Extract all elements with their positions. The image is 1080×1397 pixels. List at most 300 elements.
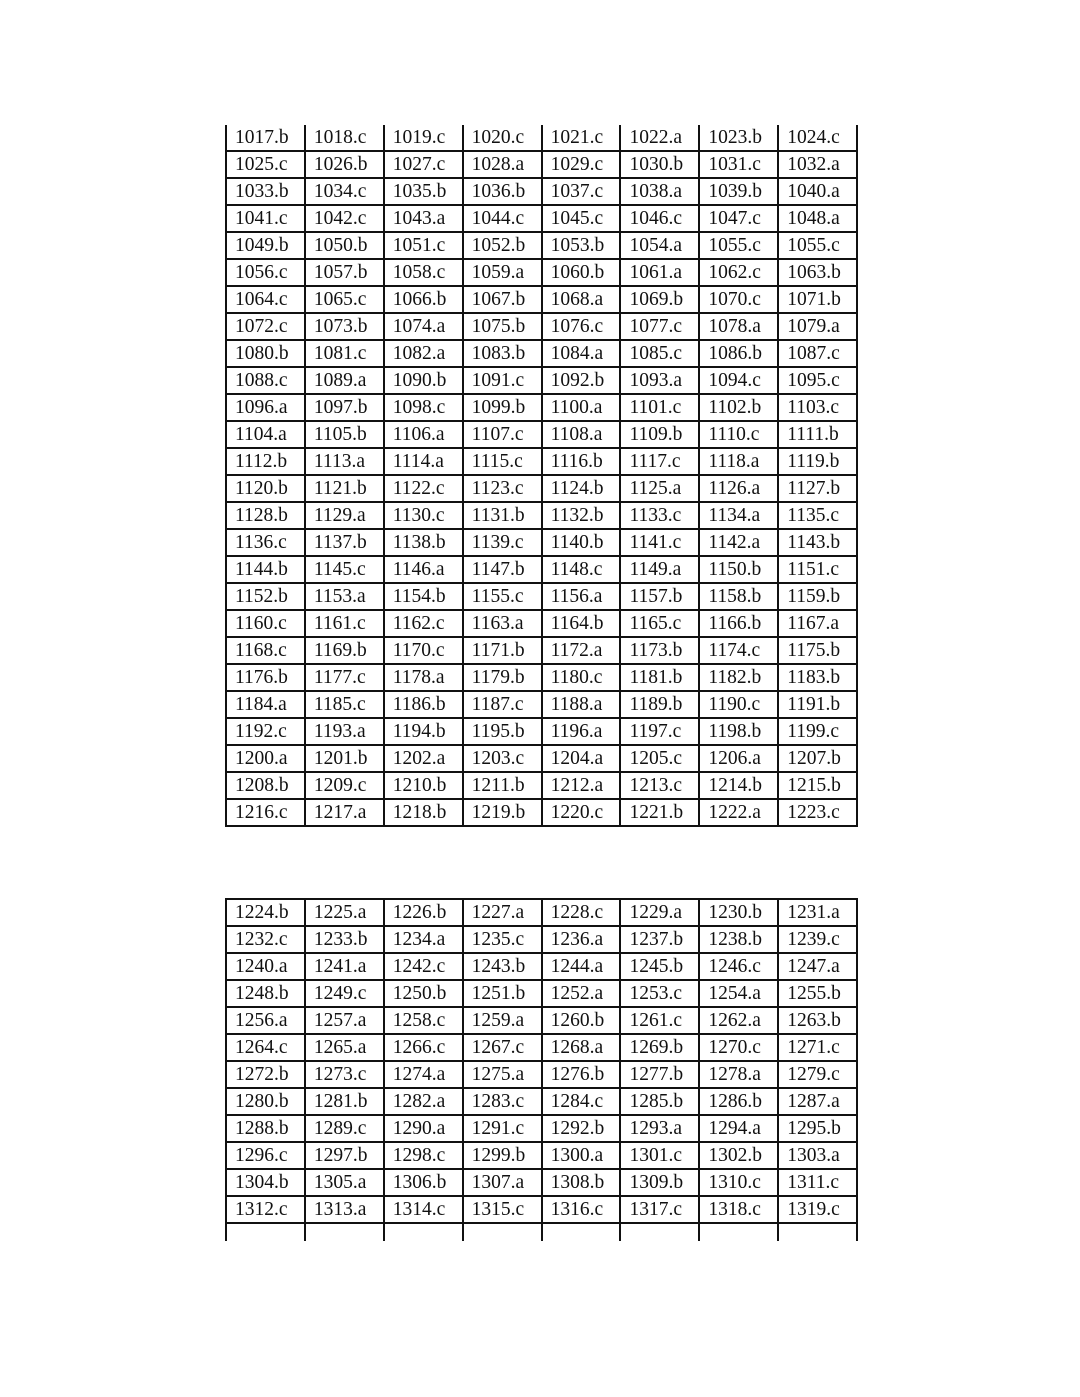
answer-cell: 1312.c: [226, 1196, 305, 1223]
answer-cell: 1166.b: [699, 610, 778, 637]
answer-cell: 1284.c: [542, 1088, 621, 1115]
table-row: [226, 475, 857, 502]
table-row: [226, 745, 857, 772]
answer-cell: 1274.a: [384, 1061, 463, 1088]
answer-cell: 1121.b: [305, 475, 384, 502]
answer-cell: 1136.c: [226, 529, 305, 556]
answer-cell: 1096.a: [226, 394, 305, 421]
answer-cell: 1084.a: [542, 340, 621, 367]
answer-cell: 1072.c: [226, 313, 305, 340]
answer-cell: 1071.b: [778, 286, 857, 313]
answer-cell: 1188.a: [542, 691, 621, 718]
answer-cell: 1054.a: [620, 232, 699, 259]
answer-cell: 1295.b: [778, 1115, 857, 1142]
table-row: [226, 610, 857, 637]
table-row: [226, 664, 857, 691]
answer-cell: 1177.c: [305, 664, 384, 691]
answer-cell: 1264.c: [226, 1034, 305, 1061]
answer-cell: 1087.c: [778, 340, 857, 367]
answer-cell: 1088.c: [226, 367, 305, 394]
answer-cell: 1250.b: [384, 980, 463, 1007]
answer-cell: 1273.c: [305, 1061, 384, 1088]
answer-cell: 1227.a: [463, 899, 542, 926]
answer-cell: 1287.a: [778, 1088, 857, 1115]
answer-cell: 1095.c: [778, 367, 857, 394]
answer-cell: 1038.a: [620, 178, 699, 205]
answer-cell: 1277.b: [620, 1061, 699, 1088]
answer-cell: 1117.c: [620, 448, 699, 475]
answer-cell: 1207.b: [778, 745, 857, 772]
answer-cell: 1285.b: [620, 1088, 699, 1115]
table-row: [226, 367, 857, 394]
answer-cell: 1138.b: [384, 529, 463, 556]
answer-cell: 1174.c: [699, 637, 778, 664]
answer-cell: 1044.c: [463, 205, 542, 232]
answer-cell: 1205.c: [620, 745, 699, 772]
answer-cell: 1161.c: [305, 610, 384, 637]
table-row: [226, 1196, 857, 1223]
answer-cell: 1199.c: [778, 718, 857, 745]
answer-cell: 1302.b: [699, 1142, 778, 1169]
answer-cell: 1167.a: [778, 610, 857, 637]
answer-cell: 1254.a: [699, 980, 778, 1007]
answer-cell: 1248.b: [226, 980, 305, 1007]
answer-cell: 1101.c: [620, 394, 699, 421]
answer-cell: 1099.b: [463, 394, 542, 421]
answer-cell: 1228.c: [542, 899, 621, 926]
answer-cell: 1160.c: [226, 610, 305, 637]
answer-cell: 1313.a: [305, 1196, 384, 1223]
answer-cell: 1132.b: [542, 502, 621, 529]
answer-cell: 1128.b: [226, 502, 305, 529]
answer-cell: 1300.a: [542, 1142, 621, 1169]
answer-cell: 1142.a: [699, 529, 778, 556]
answer-cell: 1262.a: [699, 1007, 778, 1034]
answer-cell: 1317.c: [620, 1196, 699, 1223]
table-row: [226, 421, 857, 448]
answer-cell: 1023.b: [699, 125, 778, 151]
answer-cell: 1268.a: [542, 1034, 621, 1061]
answer-cell: 1030.b: [620, 151, 699, 178]
answer-cell: 1243.b: [463, 953, 542, 980]
table-row: [226, 1034, 857, 1061]
answer-cell: 1290.a: [384, 1115, 463, 1142]
answer-cell: 1196.a: [542, 718, 621, 745]
answer-cell: 1091.c: [463, 367, 542, 394]
answer-cell: 1104.a: [226, 421, 305, 448]
answer-cell: 1032.a: [778, 151, 857, 178]
answer-cell: 1019.c: [384, 125, 463, 151]
answer-cell: 1257.a: [305, 1007, 384, 1034]
answer-cell: 1035.b: [384, 178, 463, 205]
answer-cell: 1041.c: [226, 205, 305, 232]
answer-cell: 1276.b: [542, 1061, 621, 1088]
answer-cell: 1237.b: [620, 926, 699, 953]
answer-cell: 1040.a: [778, 178, 857, 205]
answer-cell: 1064.c: [226, 286, 305, 313]
table-row: [226, 772, 857, 799]
answer-cell: 1049.b: [226, 232, 305, 259]
answer-cell: 1090.b: [384, 367, 463, 394]
answer-cell: 1162.c: [384, 610, 463, 637]
answer-cell: 1106.a: [384, 421, 463, 448]
answer-cell: 1251.b: [463, 980, 542, 1007]
answer-cell: [778, 1223, 857, 1241]
answer-cell: 1093.a: [620, 367, 699, 394]
answer-cell: 1135.c: [778, 502, 857, 529]
answer-cell: [305, 1223, 384, 1241]
table-row: [226, 1061, 857, 1088]
answer-cell: 1220.c: [542, 799, 621, 826]
answer-cell: 1184.a: [226, 691, 305, 718]
answer-cell: 1037.c: [542, 178, 621, 205]
answer-cell: 1066.b: [384, 286, 463, 313]
answer-cell: [620, 1223, 699, 1241]
answer-cell: 1046.c: [620, 205, 699, 232]
answer-cell: 1221.b: [620, 799, 699, 826]
answer-cell: 1158.b: [699, 583, 778, 610]
answer-cell: 1148.c: [542, 556, 621, 583]
answer-cell: 1063.b: [778, 259, 857, 286]
answer-cell: 1299.b: [463, 1142, 542, 1169]
answer-cell: 1025.c: [226, 151, 305, 178]
answer-cell: 1022.a: [620, 125, 699, 151]
answer-cell: 1146.a: [384, 556, 463, 583]
answer-cell: 1293.a: [620, 1115, 699, 1142]
answer-cell: 1143.b: [778, 529, 857, 556]
answer-cell: 1051.c: [384, 232, 463, 259]
answer-cell: 1061.a: [620, 259, 699, 286]
answer-cell: 1194.b: [384, 718, 463, 745]
table-row: [226, 529, 857, 556]
answer-cell: 1113.a: [305, 448, 384, 475]
answer-cell: 1238.b: [699, 926, 778, 953]
answer-cell: 1198.b: [699, 718, 778, 745]
answer-cell: 1283.c: [463, 1088, 542, 1115]
answer-cell: 1122.c: [384, 475, 463, 502]
answer-cell: 1294.a: [699, 1115, 778, 1142]
answer-cell: 1201.b: [305, 745, 384, 772]
answer-cell: 1210.b: [384, 772, 463, 799]
answer-cell: 1192.c: [226, 718, 305, 745]
answer-cell: 1171.b: [463, 637, 542, 664]
answer-cell: 1189.b: [620, 691, 699, 718]
answer-cell: 1056.c: [226, 259, 305, 286]
answer-cell: 1288.b: [226, 1115, 305, 1142]
answer-cell: 1163.a: [463, 610, 542, 637]
answer-cell: 1029.c: [542, 151, 621, 178]
table-row: [226, 718, 857, 745]
answer-cell: 1311.c: [778, 1169, 857, 1196]
answer-cell: 1144.b: [226, 556, 305, 583]
answer-cell: 1147.b: [463, 556, 542, 583]
answer-cell: 1036.b: [463, 178, 542, 205]
answer-cell: 1169.b: [305, 637, 384, 664]
answer-cell: 1155.c: [463, 583, 542, 610]
answer-cell: 1017.b: [226, 125, 305, 151]
answer-cell: 1097.b: [305, 394, 384, 421]
answer-cell: 1092.b: [542, 367, 621, 394]
answer-cell: 1214.b: [699, 772, 778, 799]
answer-cell: 1213.c: [620, 772, 699, 799]
answer-cell: 1301.c: [620, 1142, 699, 1169]
answer-cell: 1231.a: [778, 899, 857, 926]
answer-cell: [542, 1223, 621, 1241]
table-1-body: [226, 125, 857, 826]
answer-cell: 1309.b: [620, 1169, 699, 1196]
answer-cell: 1275.a: [463, 1061, 542, 1088]
answer-cell: 1083.b: [463, 340, 542, 367]
answer-cell: 1187.c: [463, 691, 542, 718]
answer-cell: 1098.c: [384, 394, 463, 421]
table-2-body: [226, 899, 857, 1241]
answer-cell: 1053.b: [542, 232, 621, 259]
answer-cell: 1239.c: [778, 926, 857, 953]
answer-cell: 1175.b: [778, 637, 857, 664]
answer-cell: 1125.a: [620, 475, 699, 502]
answer-cell: 1303.a: [778, 1142, 857, 1169]
answer-cell: 1244.a: [542, 953, 621, 980]
table-row: [226, 1142, 857, 1169]
answer-cell: 1291.c: [463, 1115, 542, 1142]
table-row: [226, 637, 857, 664]
table-row: [226, 232, 857, 259]
table-row: [226, 1169, 857, 1196]
answer-cell: 1234.a: [384, 926, 463, 953]
answer-cell: 1215.b: [778, 772, 857, 799]
answer-cell: 1225.a: [305, 899, 384, 926]
answer-cell: 1319.c: [778, 1196, 857, 1223]
answer-cell: 1200.a: [226, 745, 305, 772]
answer-cell: 1224.b: [226, 899, 305, 926]
answer-cell: 1246.c: [699, 953, 778, 980]
answer-cell: 1212.a: [542, 772, 621, 799]
answer-cell: 1027.c: [384, 151, 463, 178]
answer-cell: 1124.b: [542, 475, 621, 502]
answer-cell: 1062.c: [699, 259, 778, 286]
answer-cell: 1181.b: [620, 664, 699, 691]
answer-cell: 1236.a: [542, 926, 621, 953]
table-row: [226, 899, 857, 926]
answer-cell: 1197.c: [620, 718, 699, 745]
answer-cell: 1298.c: [384, 1142, 463, 1169]
answer-cell: 1068.a: [542, 286, 621, 313]
answer-cell: 1031.c: [699, 151, 778, 178]
answer-cell: 1123.c: [463, 475, 542, 502]
answer-cell: 1111.b: [778, 421, 857, 448]
table-row: [226, 691, 857, 718]
answer-cell: 1223.c: [778, 799, 857, 826]
answer-cell: 1261.c: [620, 1007, 699, 1034]
answer-cell: 1151.c: [778, 556, 857, 583]
answer-cell: 1118.a: [699, 448, 778, 475]
answer-cell: 1114.a: [384, 448, 463, 475]
answer-cell: [699, 1223, 778, 1241]
answer-cell: 1086.b: [699, 340, 778, 367]
answer-cell: 1204.a: [542, 745, 621, 772]
answer-cell: 1172.a: [542, 637, 621, 664]
answer-cell: 1103.c: [778, 394, 857, 421]
answer-cell: 1048.a: [778, 205, 857, 232]
answer-cell: 1292.b: [542, 1115, 621, 1142]
answer-cell: 1050.b: [305, 232, 384, 259]
answer-cell: 1080.b: [226, 340, 305, 367]
answer-cell: 1089.a: [305, 367, 384, 394]
answer-cell: 1308.b: [542, 1169, 621, 1196]
answer-cell: 1310.c: [699, 1169, 778, 1196]
answer-cell: 1075.b: [463, 313, 542, 340]
answer-cell: 1186.b: [384, 691, 463, 718]
answer-cell: 1153.a: [305, 583, 384, 610]
answer-cell: 1190.c: [699, 691, 778, 718]
answer-cell: 1179.b: [463, 664, 542, 691]
answer-cell: 1033.b: [226, 178, 305, 205]
answer-cell: 1105.b: [305, 421, 384, 448]
answer-cell: 1145.c: [305, 556, 384, 583]
answer-cell: 1267.c: [463, 1034, 542, 1061]
answer-cell: 1076.c: [542, 313, 621, 340]
table-row: [226, 178, 857, 205]
answer-cell: 1178.a: [384, 664, 463, 691]
answer-cell: 1126.a: [699, 475, 778, 502]
answer-cell: 1045.c: [542, 205, 621, 232]
answer-cell: 1216.c: [226, 799, 305, 826]
answer-cell: 1115.c: [463, 448, 542, 475]
table-row: [226, 799, 857, 826]
answer-cell: 1057.b: [305, 259, 384, 286]
answer-cell: 1202.a: [384, 745, 463, 772]
answer-cell: 1112.b: [226, 448, 305, 475]
answer-cell: 1170.c: [384, 637, 463, 664]
answer-cell: 1018.c: [305, 125, 384, 151]
answer-cell: 1102.b: [699, 394, 778, 421]
answer-cell: 1065.c: [305, 286, 384, 313]
answer-cell: 1108.a: [542, 421, 621, 448]
answer-cell: 1255.b: [778, 980, 857, 1007]
answer-cell: 1270.c: [699, 1034, 778, 1061]
answer-key-table-1: [225, 125, 858, 827]
answer-cell: 1059.a: [463, 259, 542, 286]
answer-cell: 1085.c: [620, 340, 699, 367]
answer-cell: 1039.b: [699, 178, 778, 205]
answer-cell: 1281.b: [305, 1088, 384, 1115]
answer-cell: 1235.c: [463, 926, 542, 953]
answer-cell: 1119.b: [778, 448, 857, 475]
answer-cell: 1052.b: [463, 232, 542, 259]
answer-cell: 1078.a: [699, 313, 778, 340]
answer-cell: 1211.b: [463, 772, 542, 799]
answer-cell: 1219.b: [463, 799, 542, 826]
table-row: [226, 151, 857, 178]
answer-cell: 1278.a: [699, 1061, 778, 1088]
answer-cell: 1233.b: [305, 926, 384, 953]
answer-cell: 1183.b: [778, 664, 857, 691]
answer-cell: 1127.b: [778, 475, 857, 502]
answer-cell: 1241.a: [305, 953, 384, 980]
answer-cell: 1297.b: [305, 1142, 384, 1169]
answer-cell: 1296.c: [226, 1142, 305, 1169]
answer-cell: 1286.b: [699, 1088, 778, 1115]
answer-cell: 1208.b: [226, 772, 305, 799]
answer-cell: 1133.c: [620, 502, 699, 529]
answer-cell: 1240.a: [226, 953, 305, 980]
answer-cell: 1191.b: [778, 691, 857, 718]
answer-cell: 1150.b: [699, 556, 778, 583]
answer-cell: 1139.c: [463, 529, 542, 556]
answer-cell: 1042.c: [305, 205, 384, 232]
answer-cell: 1304.b: [226, 1169, 305, 1196]
answer-cell: 1110.c: [699, 421, 778, 448]
answer-cell: 1173.b: [620, 637, 699, 664]
answer-cell: 1206.a: [699, 745, 778, 772]
answer-cell: 1265.a: [305, 1034, 384, 1061]
answer-cell: 1253.c: [620, 980, 699, 1007]
answer-cell: 1165.c: [620, 610, 699, 637]
answer-cell: 1182.b: [699, 664, 778, 691]
answer-key-table-2: [225, 898, 858, 1241]
answer-cell: 1222.a: [699, 799, 778, 826]
answer-cell: 1079.a: [778, 313, 857, 340]
answer-cell: 1156.a: [542, 583, 621, 610]
answer-cell: 1245.b: [620, 953, 699, 980]
answer-cell: [463, 1223, 542, 1241]
answer-cell: 1140.b: [542, 529, 621, 556]
answer-cell: 1107.c: [463, 421, 542, 448]
answer-cell: 1217.a: [305, 799, 384, 826]
answer-cell: 1314.c: [384, 1196, 463, 1223]
answer-cell: 1159.b: [778, 583, 857, 610]
answer-cell: 1316.c: [542, 1196, 621, 1223]
answer-cell: 1067.b: [463, 286, 542, 313]
answer-cell: 1209.c: [305, 772, 384, 799]
table-row: [226, 259, 857, 286]
answer-cell: 1077.c: [620, 313, 699, 340]
answer-cell: 1168.c: [226, 637, 305, 664]
answer-cell: 1026.b: [305, 151, 384, 178]
answer-cell: 1258.c: [384, 1007, 463, 1034]
answer-cell: 1249.c: [305, 980, 384, 1007]
answer-cell: 1318.c: [699, 1196, 778, 1223]
answer-cell: 1074.a: [384, 313, 463, 340]
answer-cell: 1055.c: [699, 232, 778, 259]
answer-cell: 1256.a: [226, 1007, 305, 1034]
answer-cell: 1021.c: [542, 125, 621, 151]
answer-cell: 1028.a: [463, 151, 542, 178]
answer-cell: 1252.a: [542, 980, 621, 1007]
table-row: [226, 286, 857, 313]
table-row: [226, 953, 857, 980]
answer-cell: 1152.b: [226, 583, 305, 610]
answer-cell: 1109.b: [620, 421, 699, 448]
answer-cell: 1081.c: [305, 340, 384, 367]
table-row: [226, 1007, 857, 1034]
answer-cell: 1306.b: [384, 1169, 463, 1196]
answer-cell: 1020.c: [463, 125, 542, 151]
table-row: [226, 980, 857, 1007]
answer-cell: 1131.b: [463, 502, 542, 529]
answer-cell: 1047.c: [699, 205, 778, 232]
answer-cell: 1082.a: [384, 340, 463, 367]
answer-cell: 1195.b: [463, 718, 542, 745]
table-row: [226, 394, 857, 421]
answer-cell: 1193.a: [305, 718, 384, 745]
answer-cell: 1034.c: [305, 178, 384, 205]
answer-cell: 1154.b: [384, 583, 463, 610]
answer-cell: [226, 1223, 305, 1241]
answer-cell: 1149.a: [620, 556, 699, 583]
answer-cell: 1263.b: [778, 1007, 857, 1034]
table-row: [226, 556, 857, 583]
